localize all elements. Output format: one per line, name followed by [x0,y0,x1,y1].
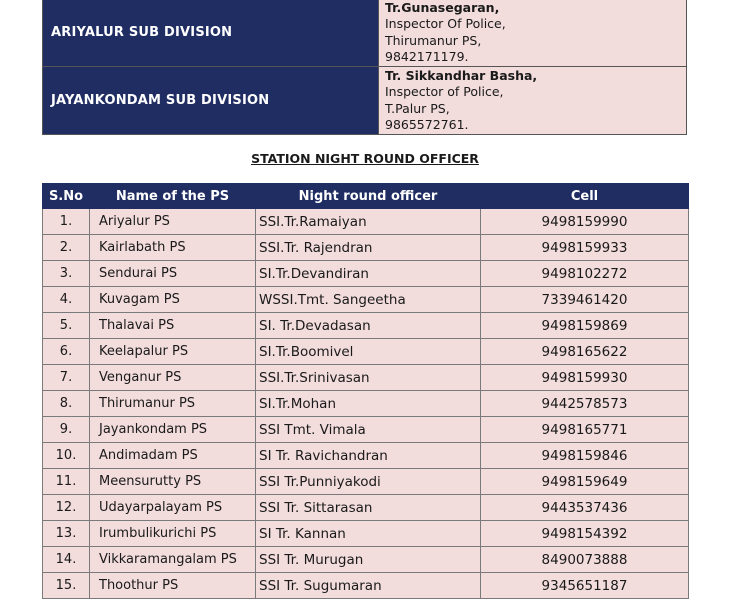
police-station-name: Kairlabath PS [90,235,256,261]
cell-number: 9442578573 [481,391,689,417]
header-sno: S.No [43,184,90,209]
night-round-officer: SSI Tr. Sittarasan [256,495,481,521]
serial-number: 1. [43,209,90,235]
night-round-officer: SSI Tr. Murugan [256,547,481,573]
serial-number: 13. [43,521,90,547]
cell-number: 9498159649 [481,469,689,495]
serial-number: 6. [43,339,90,365]
serial-number: 9. [43,417,90,443]
night-round-officer: SSI Tr. Sugumaran [256,573,481,599]
night-round-officer: SI Tr. Kannan [256,521,481,547]
police-station-name: Thoothur PS [90,573,256,599]
night-round-officer: SI.Tr.Devandiran [256,261,481,287]
sub-division-row [43,67,687,135]
serial-number: 14. [43,547,90,573]
cell-number: 9498102272 [481,261,689,287]
table-header-row [43,184,689,209]
header-ps-name: Name of the PS [90,184,256,209]
night-round-officer: SSI.Tr.Srinivasan [256,365,481,391]
serial-number: 11. [43,469,90,495]
police-station-name: Irumbulikurichi PS [90,521,256,547]
officer-name: Tr. Sikkandhar Basha, [385,68,538,84]
night-round-officer: SSI.Tr.Ramaiyan [256,209,481,235]
sub-division-row [43,0,687,67]
police-station-name: Jayankondam PS [90,417,256,443]
police-station-name: Kuvagam PS [90,287,256,313]
cell-number: 9498165771 [481,417,689,443]
serial-number: 2. [43,235,90,261]
police-station-name: Meensurutty PS [90,469,256,495]
cell-number: 7339461420 [481,287,689,313]
cell-number: 9498159869 [481,313,689,339]
officer-details [379,67,687,135]
night-round-officer: SSI Tr.Punniyakodi [256,469,481,495]
sub-division-table [42,0,687,135]
police-station-name: Sendurai PS [90,261,256,287]
serial-number: 15. [43,573,90,599]
table-row [43,547,689,573]
officer-phone: 9842171179. [385,48,469,64]
serial-number: 8. [43,391,90,417]
night-round-officer: SI Tr. Ravichandran [256,443,481,469]
police-station-name: Ariyalur PS [90,209,256,235]
serial-number: 7. [43,365,90,391]
night-round-table [42,183,689,599]
cell-number: 8490073888 [481,547,689,573]
night-round-officer: SI. Tr.Devadasan [256,313,481,339]
officer-name: Tr.Gunasegaran, [385,0,500,15]
officer-details [379,0,687,67]
cell-number: 9498154392 [481,521,689,547]
table-row [43,339,689,365]
police-station-name: Thirumanur PS [90,391,256,417]
police-station-name: Keelapalur PS [90,339,256,365]
section-title: STATION NIGHT ROUND OFFICER [251,151,479,166]
table-row [43,391,689,417]
night-round-officer: SSI.Tr. Rajendran [256,235,481,261]
police-station-name: Venganur PS [90,365,256,391]
table-row [43,261,689,287]
night-round-officer: WSSI.Tmt. Sangeetha [256,287,481,313]
table-row [43,573,689,599]
officer-phone: 9865572761. [385,117,469,133]
police-station-name: Thalavai PS [90,313,256,339]
officer-station: Thirumanur PS, [385,32,482,48]
cell-number: 9498159930 [481,365,689,391]
police-station-name: Andimadam PS [90,443,256,469]
table-row [43,443,689,469]
police-station-name: Vikkaramangalam PS [90,547,256,573]
table-row [43,209,689,235]
table-row [43,469,689,495]
cell-number: 9498165622 [481,339,689,365]
header-night-round-officer: Night round officer [256,184,481,209]
table-row [43,521,689,547]
serial-number: 3. [43,261,90,287]
cell-number: 9443537436 [481,495,689,521]
serial-number: 4. [43,287,90,313]
officer-designation: Inspector of Police, [385,84,504,100]
serial-number: 12. [43,495,90,521]
serial-number: 10. [43,443,90,469]
night-round-officer: SI.Tr.Boomivel [256,339,481,365]
table-row [43,417,689,443]
table-row [43,495,689,521]
police-station-name: Udayarpalayam PS [90,495,256,521]
table-row [43,365,689,391]
cell-number: 9498159933 [481,235,689,261]
header-cell: Cell [481,184,689,209]
table-row [43,287,689,313]
table-row [43,313,689,339]
night-round-officer: SI.Tr.Mohan [256,391,481,417]
night-round-officer: SSI Tmt. Vimala [256,417,481,443]
division-name: JAYANKONDAM SUB DIVISION [43,67,379,135]
cell-number: 9498159990 [481,209,689,235]
cell-number: 9345651187 [481,573,689,599]
officer-designation: Inspector Of Police, [385,16,506,32]
division-name: ARIYALUR SUB DIVISION [43,0,379,67]
cell-number: 9498159846 [481,443,689,469]
serial-number: 5. [43,313,90,339]
table-row [43,235,689,261]
officer-station: T.Palur PS, [385,100,450,116]
table-body [43,209,689,599]
